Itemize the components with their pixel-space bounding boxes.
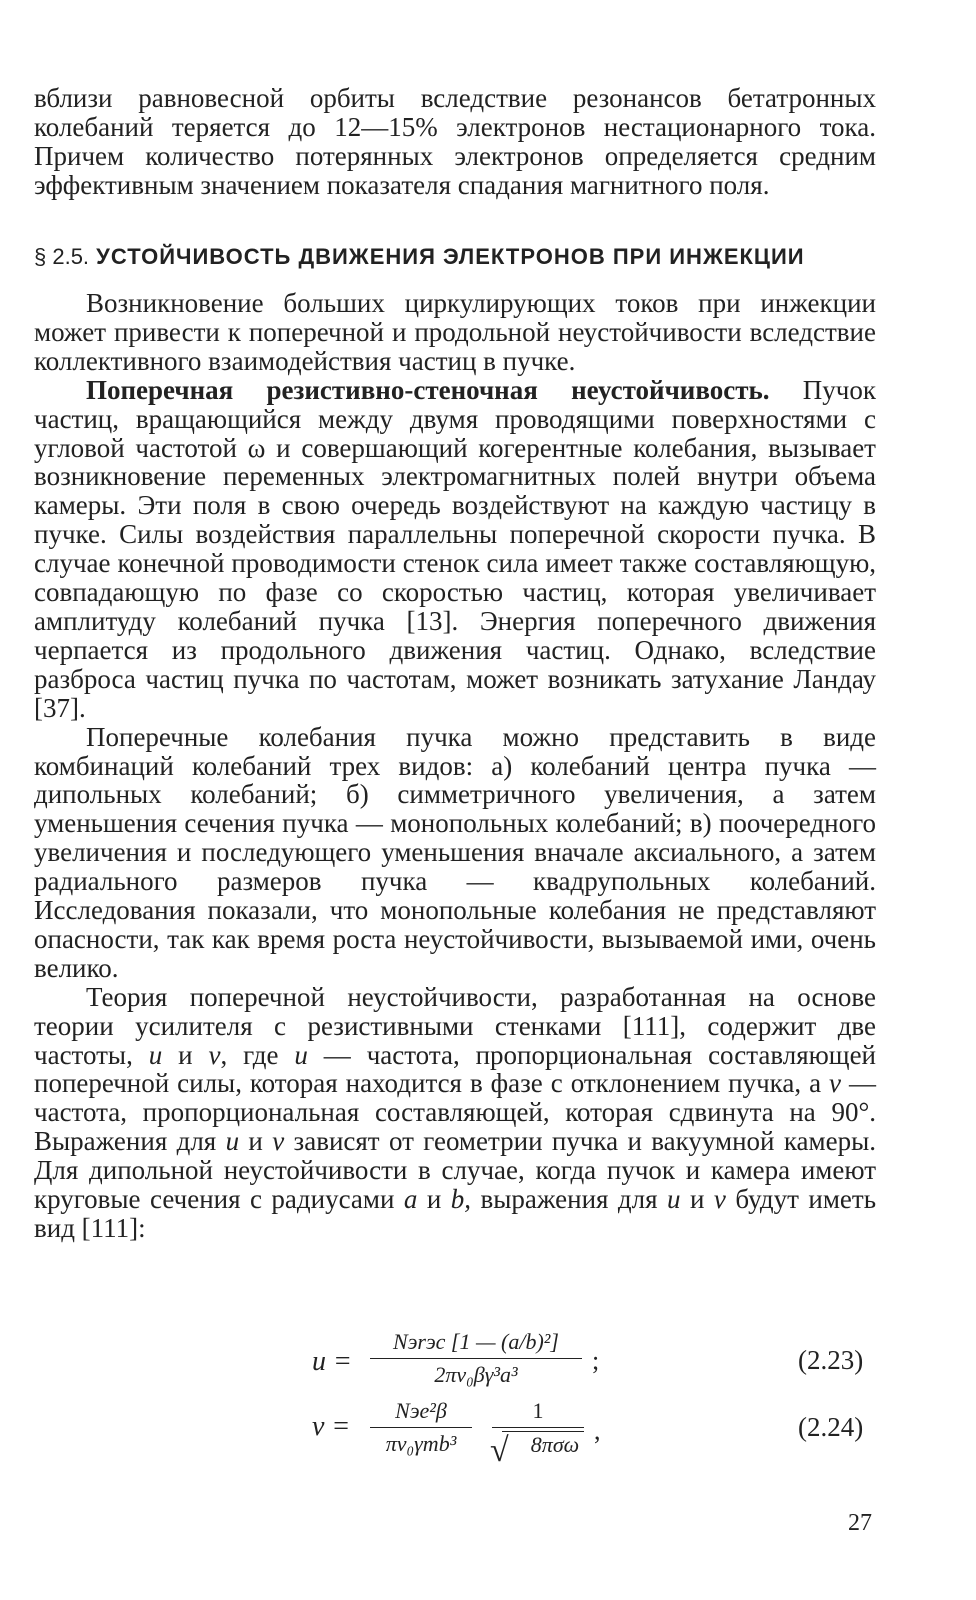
p4-text: будут иметь вид [111]: [34, 1184, 877, 1243]
formula-2-comma: , [594, 1416, 601, 1445]
formula-1-fraction [370, 1329, 582, 1388]
p4-text: Теория поперечной неустойчивости, разработанная на основе теории усилителя с резистивными стенками [111], содержит две частоты, [34, 981, 876, 1070]
fraction-bar [370, 1358, 582, 1359]
p4-text: и [417, 1184, 451, 1215]
formula-1-semicolon: ; [592, 1346, 600, 1375]
formula-1-lhs: u = [312, 1346, 352, 1377]
formula-2-denominator: πν₀γmb³ [385, 1431, 457, 1456]
intro-paragraph-block [34, 84, 876, 200]
section-number: § 2.5. [34, 244, 90, 269]
paragraph-2-text: Пучок частиц, вращающийся между двумя проводящими поверхностями с угловой частотой ω и совершающий когерентные колебания, вызывает возникновение переменных электромагнитных полей внутри объема камеры. Эти поля в свою очередь воздействуют на каждую частицу в пучке. Силы воздействия параллельны поперечной скорости пучка. В случае конечной проводимости стенок сила имеет также составляющую, совпадающую по фазе со скоростью частиц, которая увеличивает амплитуду колебаний пучка [13]. Энергия поперечного движения черпается из продольного движения частиц. Однако, вследствие разброса частиц пучка по частотам, может возникать затухание Ландау [37]. [34, 374, 876, 723]
p4-text: — частота, пропорциональная составляющей, которая сдвинута на 90°. Выражения для [34, 1068, 877, 1157]
p4-var: u [225, 1126, 240, 1157]
paragraph-2 [34, 376, 876, 723]
p4-var: b, [450, 1184, 472, 1215]
p4-var: a [403, 1184, 418, 1215]
p4-text: — частота, пропорциональная составляющей поперечной силы, которая находится в фазе с отклонением пучка, а [34, 1039, 877, 1099]
body-text-block [34, 289, 876, 1243]
formula-2-denominator-2: 8πσω [502, 1431, 584, 1458]
p4-var: u [667, 1184, 681, 1215]
p4-var: u [148, 1039, 163, 1070]
paragraph-3: Поперечные колебания пучка можно представить в виде комбинаций колебаний трех видов: а) колебаний центра пучка — дипольных колебаний; б) симметричного увеличения, а затем уменьшения сечения пучка — монопольных колебаний; в) поочередного увеличения и последующего уменьшения вначале аксиального, а затем радиального размеров пучка — квадрупольных колебаний. Исследования показали, что монопольные колебания не представляют опасности, так как время роста неустойчивости, вызываемой ими, очень велико. [34, 721, 876, 983]
p4-text: выражения для [471, 1184, 668, 1215]
p4-var: v [272, 1126, 285, 1157]
formula-2-numerator-2: 1 [532, 1398, 544, 1423]
p4-text: зависят от геометрии пучка и вакуумной камеры. Для дипольной неустойчивости в случае, когда пучок и камера имеют круговые сечения с радиусами [34, 1126, 876, 1215]
section-heading [34, 244, 876, 270]
page-number: 27 [848, 1510, 872, 1536]
p4-var: v [208, 1039, 221, 1070]
p4-var: u [294, 1039, 308, 1070]
intro-paragraph: вблизи равновесной орбиты вследствие резонансов бетатронных колебаний теряется до 12—15% электронов нестационарного тока. Причем количество потерянных электронов определяется средним эффективным значением показателя спадания магнитного поля. [34, 83, 876, 200]
square-root-symbol: √ [490, 1432, 509, 1469]
formula-2-fraction-1 [370, 1398, 472, 1457]
fraction-bar [370, 1427, 472, 1428]
p4-text: и [239, 1126, 273, 1157]
p4-text: и [162, 1039, 209, 1070]
p4-text: и [680, 1184, 714, 1215]
section-title: УСТОЙЧИВОСТЬ ДВИЖЕНИЯ ЭЛЕКТРОНОВ ПРИ ИНЖЕКЦИИ [96, 244, 805, 269]
paragraph-2-runin-heading: Поперечная резистивно-стеночная неустойчивость. [86, 374, 770, 405]
equation-number-2-23: (2.23) [798, 1345, 864, 1375]
equation-number-2-24: (2.24) [798, 1412, 864, 1442]
formula-2-numerator: Nэe²β [395, 1398, 447, 1423]
formula-2-lhs: v = [312, 1411, 351, 1442]
p4-text: , где [220, 1039, 295, 1070]
p4-var: v [713, 1184, 726, 1215]
paragraph-1: Возникновение больших циркулирующих токов при инжекции может привести к поперечной и продольной неустойчивости вследствие коллективного взаимодействия частиц в пучке. [34, 288, 876, 376]
paragraph-4 [34, 983, 876, 1243]
formula-1-numerator: Nэrэc [1 — (a/b)²] [393, 1329, 559, 1354]
p4-var: v [829, 1068, 842, 1099]
formula-1-denominator: 2πν₀βγ³a³ [434, 1362, 518, 1387]
fraction-bar [492, 1427, 584, 1428]
